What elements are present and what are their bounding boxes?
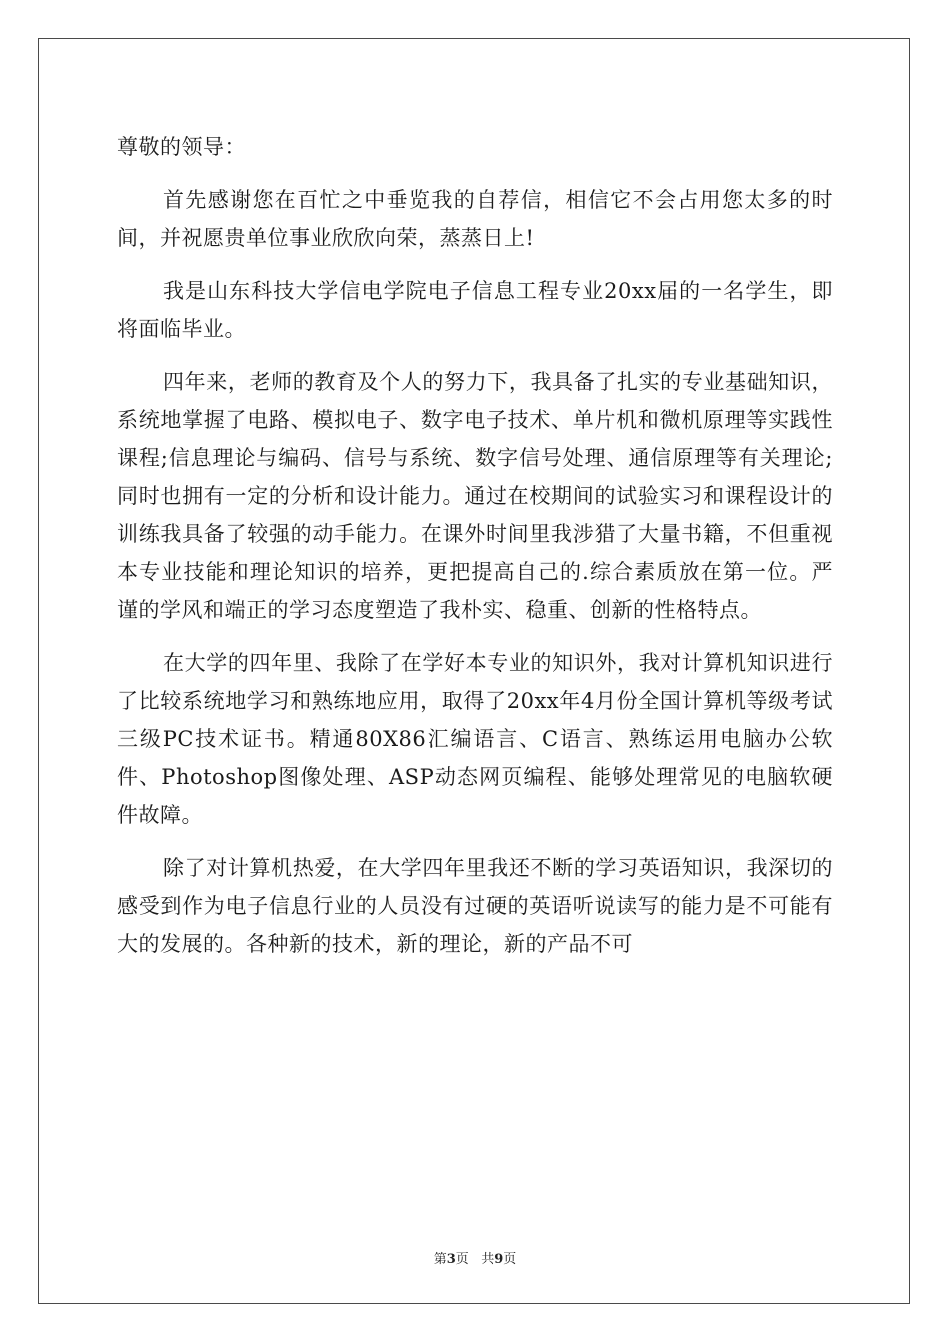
paragraph-5: 除了对计算机热爱，在大学四年里我还不断的学习英语知识，我深切的感受到作为电子信息行业的人员没有过硬的英语听说读写的能力是不可能有大的发展的。各种新的技术，新的理论，新的产品不可 [117, 856, 833, 956]
paragraph-1: 首先感谢您在百忙之中垂览我的自荐信，相信它不会占用您太多的时间，并祝愿贵单位事业欣欣向荣，蒸蒸日上! [117, 188, 833, 250]
paragraph-2: 我是山东科技大学信电学院电子信息工程专业20xx届的一名学生，即将面临毕业。 [117, 279, 833, 341]
letter-body [117, 128, 833, 963]
current-page-number: 3 [446, 1252, 456, 1267]
page-suffix: 页 [455, 1252, 469, 1267]
total-suffix: 页 [503, 1252, 517, 1267]
total-prefix: 共 [481, 1252, 495, 1267]
page-prefix: 第 [433, 1252, 447, 1267]
page-footer [0, 1248, 950, 1267]
paragraph-4: 在大学的四年里、我除了在学好本专业的知识外，我对计算机知识进行了比较系统地学习和熟练地应用，取得了20xx年4月份全国计算机等级考试三级PC技术证书。精通80X86汇编语言、C语言、熟练运用电脑办公软件、Photoshop图像处理、ASP动态网页编程、能够处理常见的电脑软硬件故障。 [117, 651, 833, 827]
total-pages-number: 9 [494, 1252, 504, 1267]
paragraph-3: 四年来，老师的教育及个人的努力下，我具备了扎实的专业基础知识，系统地掌握了电路、模拟电子、数字电子技术、单片机和微机原理等实践性课程;信息理论与编码、信号与系统、数字信号处理、通信原理等有关理论;同时也拥有一定的分析和设计能力。通过在校期间的试验实习和课程设计的训练我具备了较强的动手能力。在课外时间里我涉猎了大量书籍，不但重视本专业技能和理论知识的培养，更把提高自己的.综合素质放在第一位。严谨的学风和端正的学习态度塑造了我朴实、稳重、创新的性格特点。 [117, 370, 833, 622]
salutation: 尊敬的领导： [117, 135, 246, 159]
